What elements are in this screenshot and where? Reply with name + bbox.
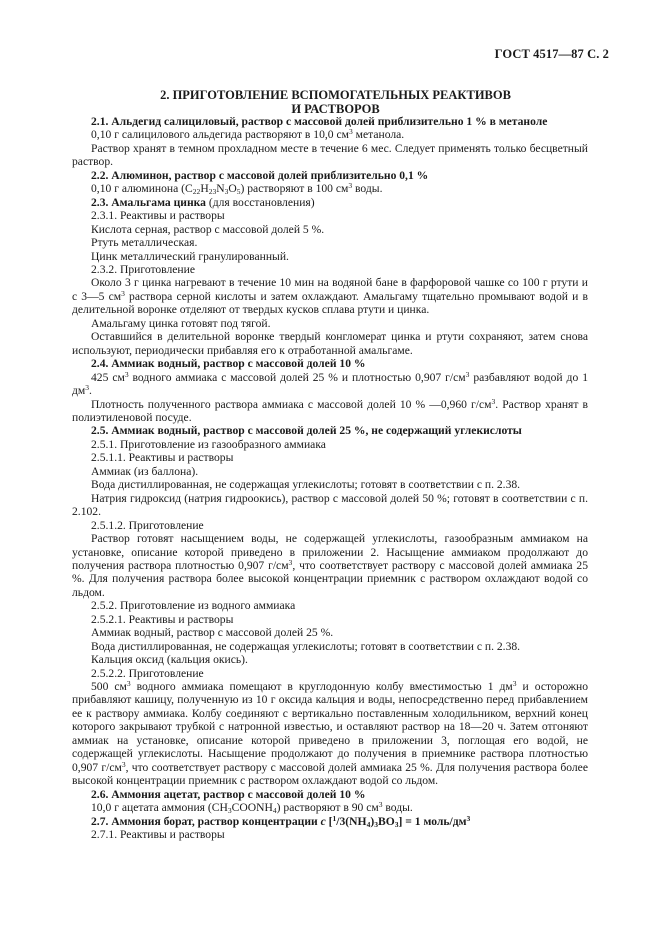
heading-2-2: 2.2. Алюминон, раствор с массовой долей приблизительно 0,1 % [91, 168, 429, 182]
paragraph-2-4-2: Плотность полученного раствора аммиака с массовой долей 10 % —0,960 $г/см^3$. Раствор хранят в полиэтиленовой посуде. [72, 396, 588, 424]
section-title [0, 88, 661, 116]
heading-2-6: 2.6. Аммония ацетат, раствор с массовой долей 10 % [91, 787, 366, 801]
heading-2-3: 2.3. Амальгама цинка (для восстановления) [91, 195, 315, 209]
subheading-2-5-1-2: 2.5.1.2. Приготовление [91, 518, 204, 532]
list-item: Ртуть металлическая. [91, 236, 198, 250]
heading-2-7: 2.7. Аммония борат, раствор концентрации c $[^1/3(NH_4)_3BO_3] = 1$ моль/$дм^3$ [91, 813, 471, 829]
list-item: Кальция оксид (кальция окись). [91, 653, 248, 667]
list-item: Аммиак водный, раствор с массовой долей 25 %. [91, 626, 334, 640]
paragraph-2-6-1: 10,0 г ацетата аммония $(CH_3COONH_4)$ растворяют в 90 $см^3$ воды. [91, 800, 413, 816]
list-item: Натрия гидроксид (натрия гидроокись), раствор с массовой долей 50 %; готовят в соответствии с п. 2.102. [72, 491, 588, 519]
paragraph-2-4-1: 425 $см^3$ водного аммиака с массовой долей 25 % и плотностью 0,907 $г/см^3$ разбавляют водой до 1 $дм^3$. [72, 369, 588, 398]
subheading-2-3-2: 2.3.2. Приготовление [91, 262, 195, 276]
subheading-2-5-1-1: 2.5.1.1. Реактивы и растворы [91, 451, 234, 465]
subheading-2-5-2: 2.5.2. Приготовление из водного аммиака [91, 599, 296, 613]
heading-2-1: 2.1. Альдегид салициловый, раствор с массовой долей приблизительно 1 % в метаноле [91, 115, 548, 128]
paragraph-2-5-1: Раствор готовят насыщением воды, не содержащей углекислоты, газообразным аммиаком на установке, описание которой приведено в приложении 2. Насыщение аммиаком продолжают до получения раствора плотностью 0,907 $г/см^3$, что соответствует раствору с массовой долей аммиака 25 %. Для получения раствора более высокой концентрации приемник с раствором охлаждают водой со льдом. [72, 532, 588, 599]
heading-2-4: 2.4. Аммиак водный, раствор с массовой долей 10 % [91, 357, 366, 371]
paragraph-2-3-1: Около 3 г цинка нагревают в течение 10 мин на водяной бане в фарфоровой чашке со 100 г ртути и с 3—5 $см^3$ раствора серной кислоты и затем охлаждают. Амальгаму тщательно промывают водой и в делительной воронке отделяют от твердых кусков сплава ртути и цинка. [72, 276, 588, 317]
paragraph-2-5-2: 500 $см^3$ водного аммиака помещают в круглодонную колбу вместимостью 1 $дм^3$ и осторожно прибавляют кашицу, полученную из 10 г оксида кальция и воды, непосредственно перед прибавлением ее к раствору аммиака. Колбу соединяют с вертикально поставленным холодильником, верхний конец которого закрывают трубкой с натронной известью, и оставляют раствор на 18—20 ч. Затем отгоняют аммиак на установке, описание которой приведено в приложении 3, поглощая его водой, не содержащей углекислоты. Насыщение продолжают до получения в приемнике раствора плотностью 0,907 $г/см^3$, что соответствует раствору с массовой долей аммиака 25 %. Для получения раствора более высокой концентрации приемник с раствором охлаждают водой со льдом. [72, 679, 589, 788]
heading-2-5: 2.5. Аммиак водный, раствор с массовой долей 25 %, не содержащий углекислоты [91, 424, 522, 438]
subheading-2-3-1: 2.3.1. Реактивы и растворы [91, 209, 225, 223]
document-body [72, 115, 588, 841]
page-header-doc-ref: ГОСТ 4517—87 С. 2 [494, 47, 609, 61]
list-item: Вода дистиллированная, не содержащая углекислоты; готовят в соответствии с п. 2.38. [91, 639, 521, 653]
subheading-2-5-2-2: 2.5.2.2. Приготовление [91, 666, 204, 680]
section-title-line1: 2. ПРИГОТОВЛЕНИЕ ВСПОМОГАТЕЛЬНЫХ РЕАКТИВОВ [160, 88, 511, 102]
paragraph-2-3-3: Оставшийся в делительной воронке твердый конгломерат цинка и ртути сохраняют, затем снова используют, периодически прибавляя его к отработанной амальгаме. [72, 330, 588, 357]
list-item: Кислота серная, раствор с массовой долей 5 %. [91, 222, 325, 236]
paragraph-2-3-2: Амальгаму цинка готовят под тягой. [91, 316, 271, 330]
subheading-2-5-1: 2.5.1. Приготовление из газообразного аммиака [91, 437, 326, 451]
list-item: Аммиак (из баллона). [91, 464, 199, 478]
paragraph-2-2-1: 0,10 г алюминона $(C_{22}H_{23}N_3O_5)$ растворяют в 100 $см^3$ воды. [91, 181, 383, 197]
list-item: Цинк металлический гранулированный. [91, 249, 289, 263]
paragraph-2-1-2: Раствор хранят в темном прохладном месте в течение 6 мес. Следует применять только бесцветный раствор. [72, 141, 588, 169]
section-title-line2: И РАСТВОРОВ [291, 102, 380, 116]
list-item: Вода дистиллированная, не содержащая углекислоты; готовят в соответствии с п. 2.38. [91, 478, 521, 492]
subheading-2-5-2-1: 2.5.2.1. Реактивы и растворы [91, 612, 234, 626]
subheading-2-7-1: 2.7.1. Реактивы и растворы [91, 828, 225, 842]
paragraph-2-1-1: 0,10 г салицилового альдегида растворяют в 10,0 $см^3$ метанола. [91, 127, 405, 142]
